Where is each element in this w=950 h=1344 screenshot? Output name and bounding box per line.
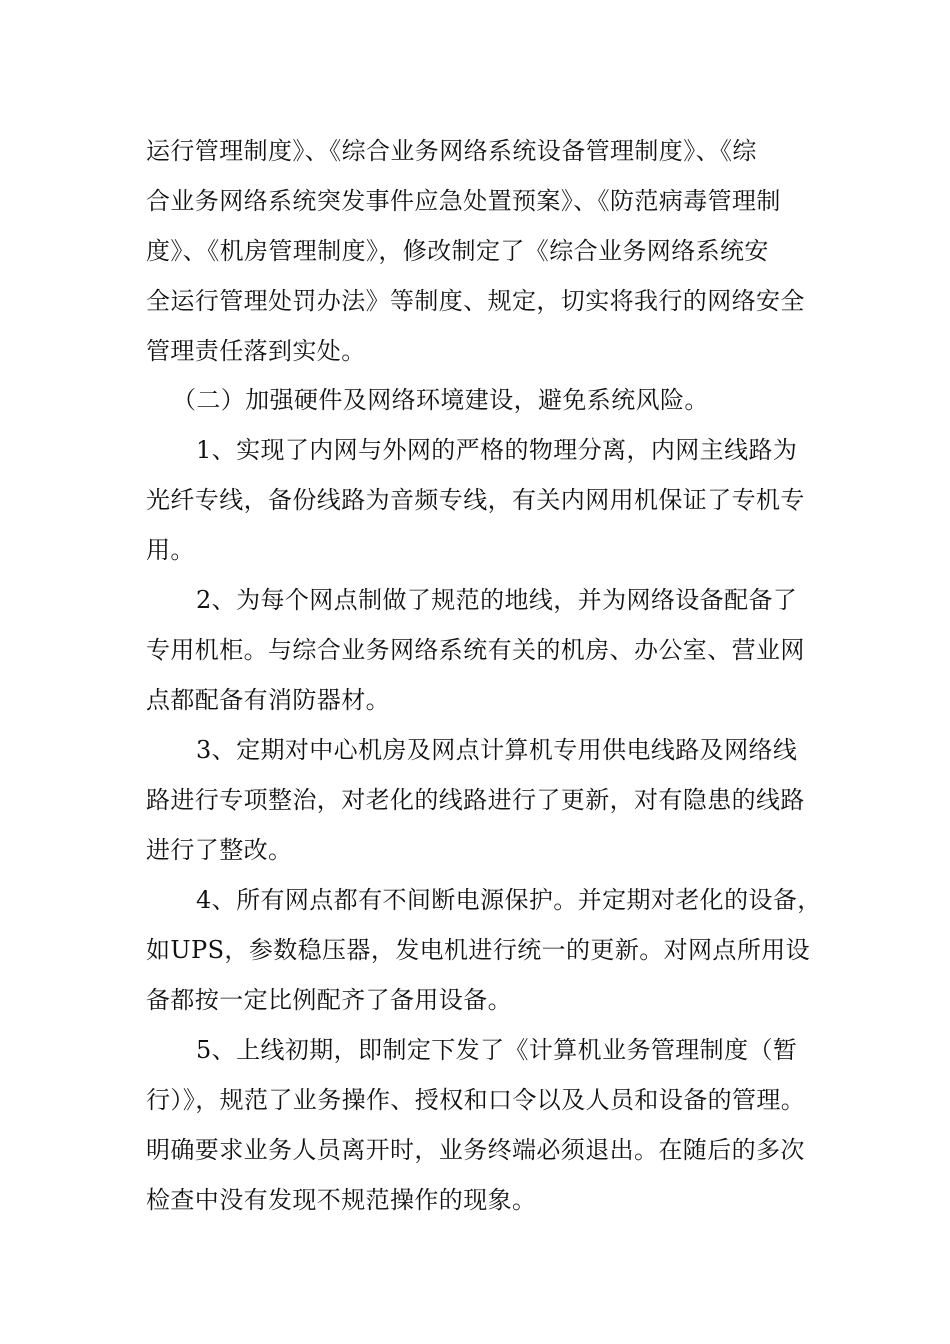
text-line: 5、上线初期，即制定下发了《计算机业务管理制度（暂 bbox=[196, 1036, 798, 1064]
text-line: 明确要求业务人员离开时，业务终端必须退出。在随后的多次 bbox=[146, 1136, 805, 1164]
text-line: 如UPS，参数稳压器，发电机进行统一的更新。对网点所用设 bbox=[146, 936, 811, 964]
text-line: 备都按一定比例配齐了备用设备。 bbox=[146, 986, 512, 1014]
text-line: 专用机柜。与综合业务网络系统有关的机房、办公室、营业网 bbox=[146, 636, 805, 664]
text-line: 2、为每个网点制做了规范的地线，并为网络设备配备了 bbox=[196, 586, 798, 614]
text-line: 度》、《机房管理制度》，修改制定了《综合业务网络系统安 bbox=[146, 237, 769, 265]
text-line: 3、定期对中心机房及网点计算机专用供电线路及网络线 bbox=[196, 736, 798, 764]
text-line: 合业务网络系统突发事件应急处置预案》、《防范病毒管理制 bbox=[146, 187, 781, 215]
text-line: 点都配备有消防器材。 bbox=[146, 686, 390, 714]
text-line: 1、实现了内网与外网的严格的物理分离，内网主线路为 bbox=[196, 436, 798, 464]
text-line: 路进行专项整治，对老化的线路进行了更新，对有隐患的线路 bbox=[146, 786, 805, 814]
text-line: 4、所有网点都有不间断电源保护。并定期对老化的设备， bbox=[196, 886, 822, 914]
section-heading: （二）加强硬件及网络环境建设，避免系统风险。 bbox=[172, 386, 709, 414]
text-line: 运行管理制度》、《综合业务网络系统设备管理制度》、《综 bbox=[146, 137, 757, 165]
text-line: 光纤专线，备份线路为音频专线，有关内网用机保证了专机专 bbox=[146, 486, 805, 514]
text-line: 用。 bbox=[146, 536, 195, 564]
text-line: 全运行管理处罚办法》等制度、规定，切实将我行的网络安全 bbox=[146, 287, 805, 315]
text-line: 检查中没有发现不规范操作的现象。 bbox=[146, 1186, 537, 1214]
text-line: 管理责任落到实处。 bbox=[146, 337, 366, 365]
text-line: 行）》，规范了业务操作、授权和口令以及人员和设备的管理。 bbox=[146, 1086, 806, 1114]
text-line: 进行了整改。 bbox=[146, 836, 293, 864]
